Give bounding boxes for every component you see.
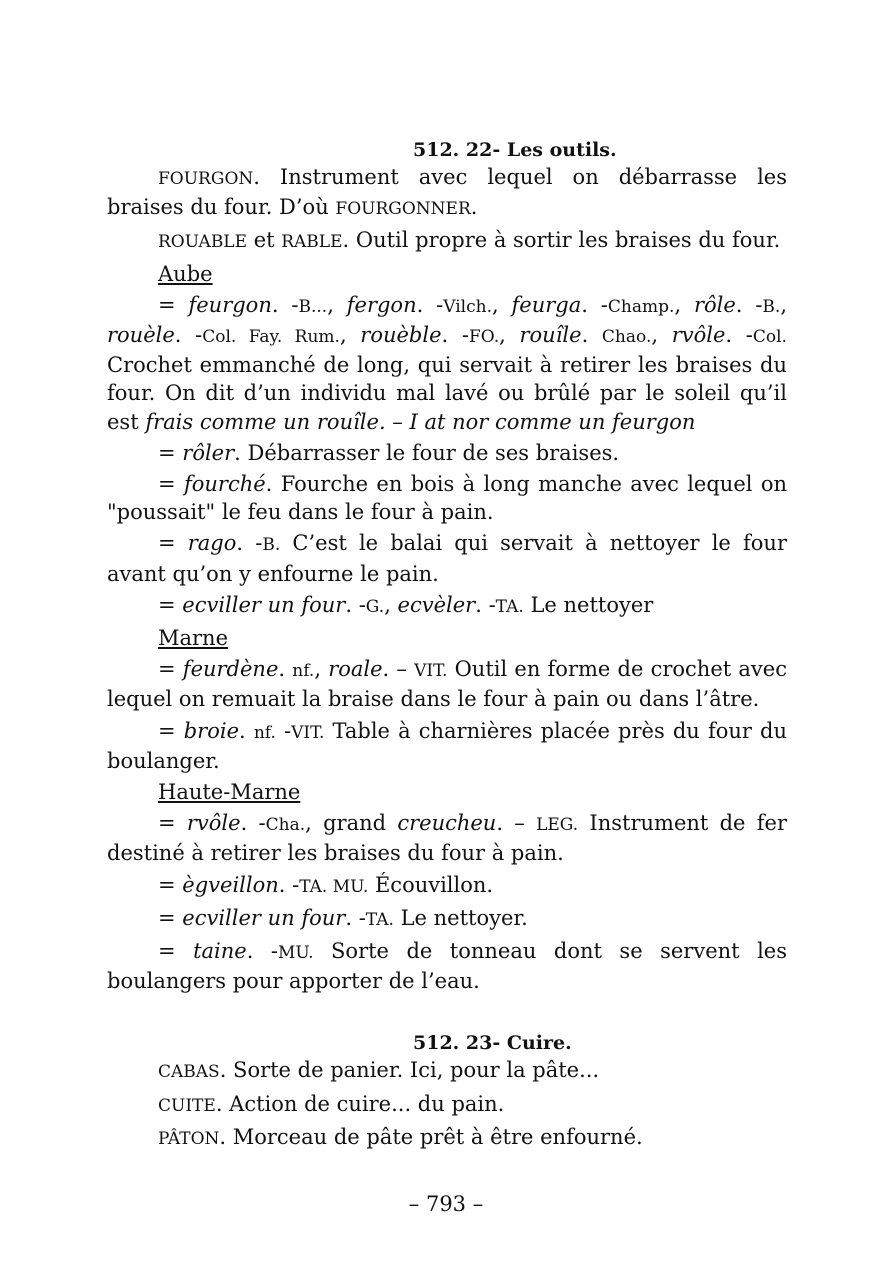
entry-rago: = rago. -B. C’est le balai qui servait à nettoyer le four avant qu’on y enfourne le pain. <box>107 531 787 586</box>
entry-ecviller-haute-marne: = ecviller un four. -TA. Le nettoyer. <box>158 905 528 930</box>
region-haute-marne: Haute-Marne <box>158 780 301 805</box>
entry-fourgon: FOURGON. Instrument avec lequel on débarrasse les braises du four. D’où FOURGONNER. <box>107 165 787 220</box>
entry-taine: = taine. -MU. Sorte de tonneau dont se servent les boulangers pour apporter de l’eau. <box>107 939 787 994</box>
section-heading-cuire: 512. 23- Cuire. <box>413 1032 572 1055</box>
region-marne: Marne <box>158 626 229 651</box>
page-body <box>107 138 787 1156</box>
region-aube: Aube <box>158 261 213 286</box>
entry-rouable: ROUABLE et RABLE. Outil propre à sortir les braises du four. <box>158 228 781 253</box>
entry-ecviller-aube: = ecviller un four. -G., ecvèler. -TA. Le nettoyer <box>158 592 654 617</box>
entry-paton: PÂTON. Morceau de pâte prêt à être enfourné. <box>158 1124 643 1149</box>
section-spacer <box>107 998 787 1031</box>
page-number: – 793 – <box>408 1192 484 1216</box>
entry-feurgon: = feurgon. -B..., fergon. -Vilch., feurga. -Champ., rôle. -B., rouèle. -Col. Fay. Rum., rouèble. -FO., rouîle. Chao., rvôle. -Col. Crochet emmanché de long, qui servait à retirer les braises du four. On dit d’un individu mal lavé ou brûlé par le soleil qu’il est frais comme un rouîle. – I at nor comme un feurgon <box>107 292 788 434</box>
entry-egveillon: = ègveillon. -TA. MU. Écouvillon. <box>158 872 494 897</box>
entry-cuite: CUITE. Action de cuire... du pain. <box>158 1091 505 1116</box>
entry-fourche: = fourché. Fourche en bois à long manche avec lequel on "poussait" le feu dans le four à pain. <box>107 472 787 525</box>
entry-roler: = rôler. Débarrasser le four de ses braises. <box>158 440 620 465</box>
entry-cabas: CABAS. Sorte de panier. Ici, pour la pâte... <box>158 1058 600 1083</box>
entry-rvole: = rvôle. -Cha., grand creucheu. – LEG. Instrument de fer destiné à retirer les braises du four à pain. <box>107 811 787 866</box>
entry-feurdene: = feurdène. nf., roale. – VIT. Outil en forme de crochet avec lequel on remuait la braise dans le four à pain ou dans l’âtre. <box>107 657 787 712</box>
entry-broie: = broie. nf. -VIT. Table à charnières placée près du four du boulanger. <box>107 718 788 773</box>
section-heading-outils: 512. 22- Les outils. <box>413 139 617 161</box>
